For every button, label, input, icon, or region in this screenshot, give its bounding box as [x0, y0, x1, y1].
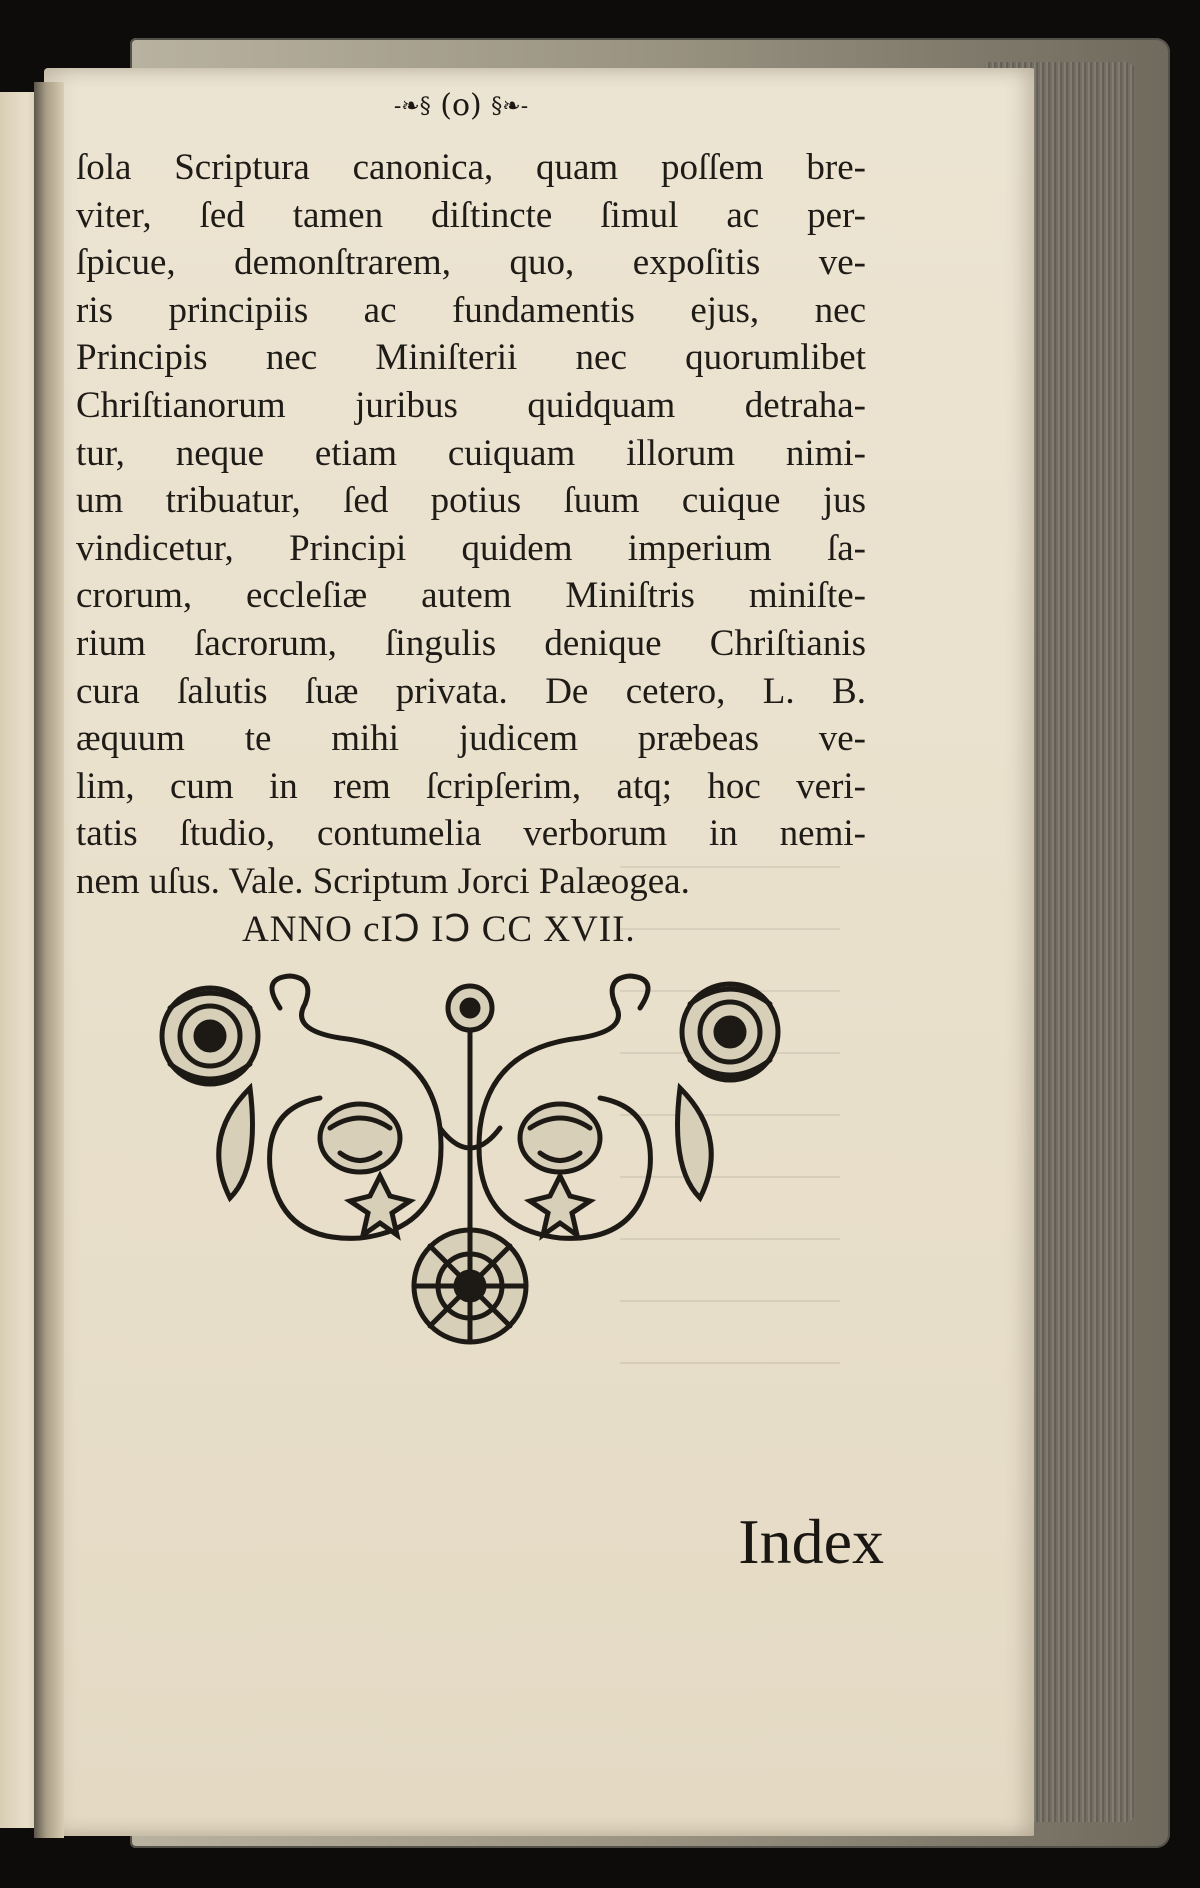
- text-line: rium ſacrorum, ſingulis denique Chriſtianis: [76, 622, 866, 664]
- page-gutter: [34, 82, 64, 1838]
- date-line: ANNO cIↃ IↃ CC XVII.: [242, 908, 636, 950]
- text-line: ſola Scriptura canonica, quam poſſem bre-: [76, 147, 866, 188]
- body-text: [76, 144, 866, 953]
- floral-tailpiece-icon: [140, 968, 800, 1368]
- text-line: vindicetur, Principi quidem imperium ſa-: [76, 527, 866, 569]
- text-line: ſpicue, demonſtrarem, quo, expoſitis ve-: [76, 242, 866, 284]
- text-line: viter, ſed tamen diſtincte ſimul ac per-: [76, 194, 866, 236]
- text-line: nem uſus. Vale. Scriptum Jorci Palæogea.: [76, 860, 690, 902]
- page-number: (o): [440, 88, 482, 123]
- head-ornament-left-icon: -❧§: [393, 94, 431, 119]
- text-line: tatis ſtudio, contumelia verborum in nemi-: [76, 813, 866, 855]
- text-line: ris principiis ac fundamentis ejus, nec: [76, 289, 866, 331]
- head-ornament-right-icon: §❧-: [491, 94, 529, 119]
- running-head: [326, 84, 596, 128]
- text-line: Chriſtianorum juribus quidquam detraha-: [76, 384, 866, 426]
- text-line: um tribuatur, ſed potius ſuum cuique jus: [76, 480, 866, 522]
- text-line: crorum, eccleſiæ autem Miniſtris miniſte-: [76, 575, 866, 617]
- catchword: Index: [738, 1506, 884, 1577]
- text-line: Principis nec Miniſterii nec quorumlibet: [76, 337, 866, 379]
- text-line: lim, cum in rem ſcripſerim, atq; hoc veri-: [76, 765, 866, 807]
- text-line: tur, neque etiam cuiquam illorum nimi-: [76, 432, 866, 474]
- text-line: cura ſalutis ſuæ privata. De cetero, L. B.: [76, 670, 866, 712]
- text-line: æquum te mihi judicem præbeas ve-: [76, 718, 866, 760]
